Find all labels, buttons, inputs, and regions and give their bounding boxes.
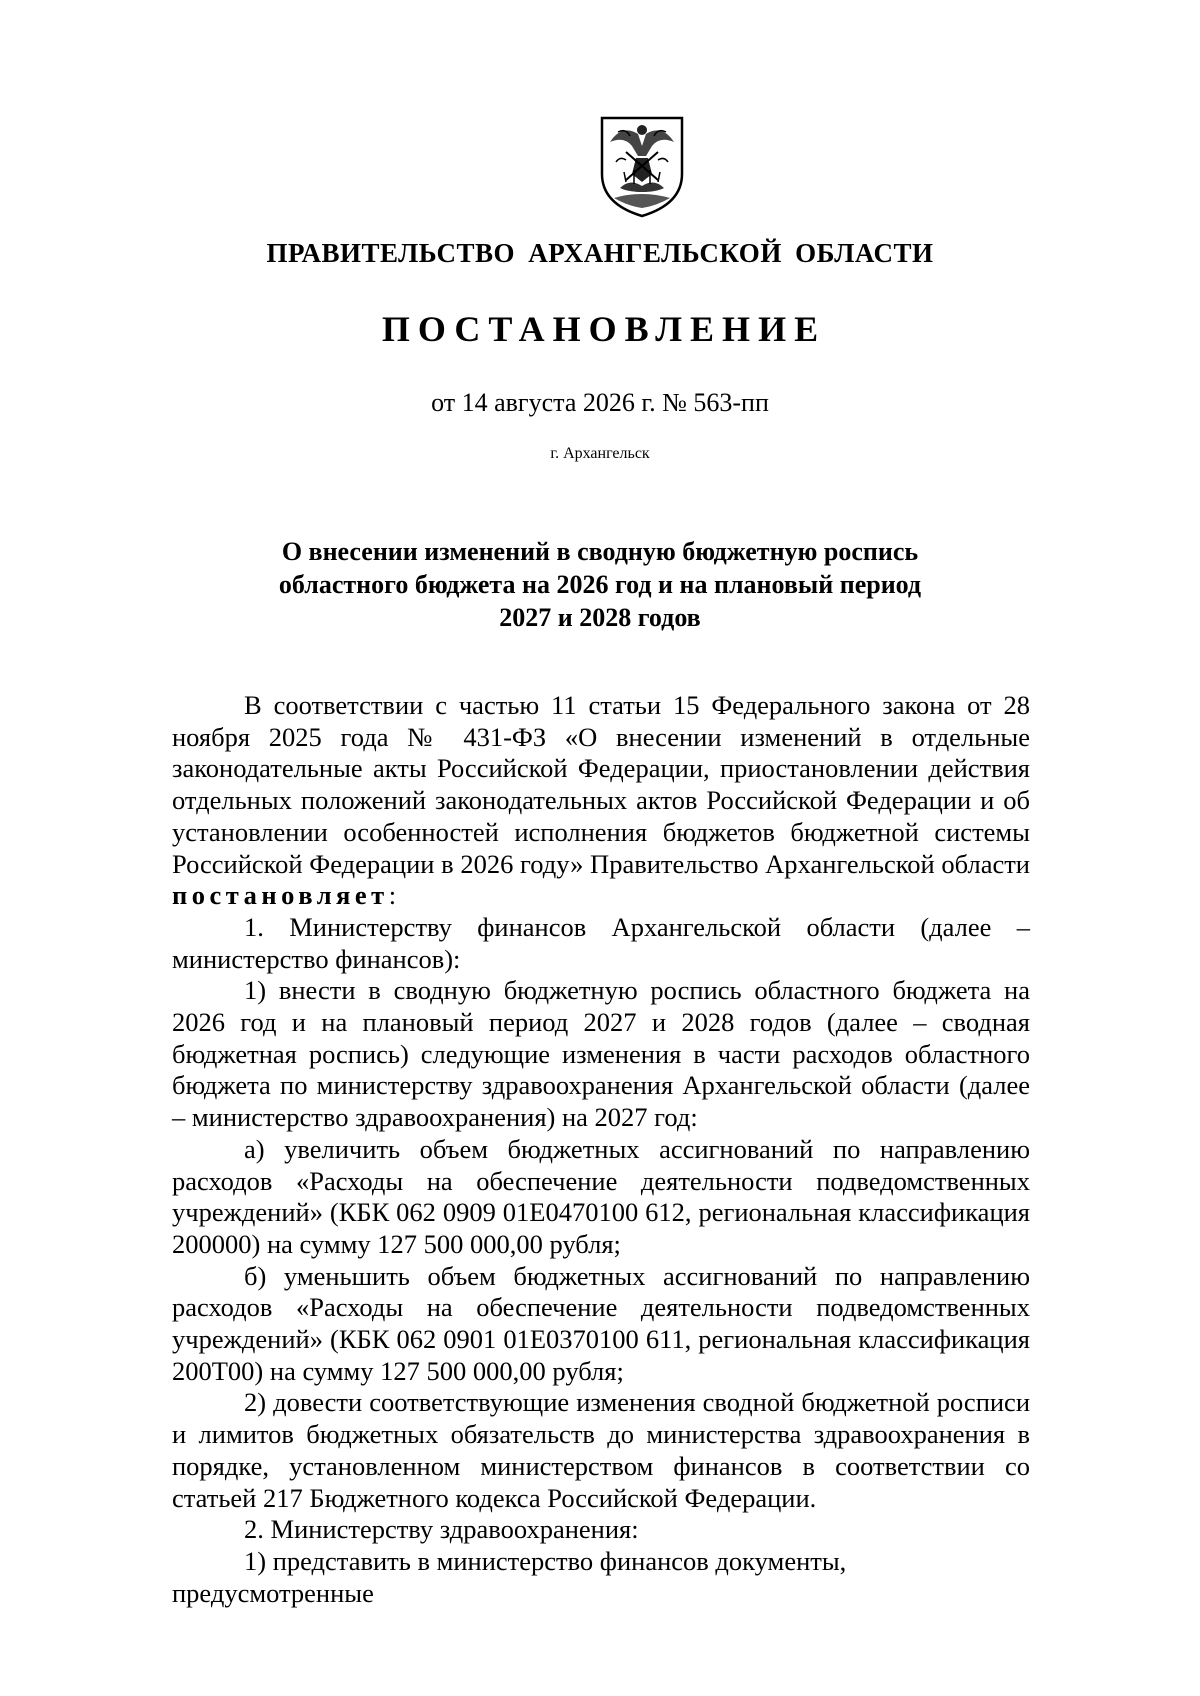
preamble-text: В соответствии с частью 11 статьи 15 Федерального закона от 28 ноября 2025 года № 431-ФЗ «О внесении изменений в отдельные законодательные акты Российской Федерации, приостановлении действия отдельных положений законодательных актов Российской Федерации и об установлении особенностей исполнения бюджетов бюджетной системы Российской Федерации в 2026 году» Правительство Архангельской области xyxy=(172,690,1030,879)
subject-line: областного бюджета на 2026 год и на плановый период xyxy=(278,570,922,599)
coat-of-arms-icon xyxy=(596,112,688,220)
body-paragraph: б) уменьшить объем бюджетных ассигнований по направлению расходов «Расходы на обеспечение деятельности подведомственных учреждений» (КБК 062 0901 01Е0370100 611, региональная классификация 200Т00) на сумму 127 500 000,00 рубля; xyxy=(172,1260,1030,1386)
document-date-number: от 14 августа 2026 г. № 563-пп xyxy=(431,388,769,417)
subject-line: О внесении изменений в сводную бюджетную роспись xyxy=(281,537,919,566)
body-paragraph: 1. Министерству финансов Архангельской области (далее – министерство финансов): xyxy=(172,911,1030,974)
body-paragraph: 2) довести соответствующие изменения сводной бюджетной росписи и лимитов бюджетных обязательств до министерства здравоохранения в порядке, установленном министерством финансов в соответствии со статьей 217 Бюджетного кодекса Российской Федерации. xyxy=(172,1387,1030,1513)
body-paragraph: а) увеличить объем бюджетных ассигнований по направлению расходов «Расходы на обеспечение деятельности подведомственных учреждений» (КБК 062 0909 01Е0470100 612, региональная классификация 200000) на сумму 127 500 000,00 рубля; xyxy=(172,1133,1030,1259)
document-place: г. Архангельск xyxy=(550,445,650,462)
body-paragraph: 2. Министерству здравоохранения: xyxy=(244,1514,639,1545)
decree-word: постановляет xyxy=(172,880,389,911)
preamble-colon: : xyxy=(388,880,397,911)
body-paragraph: 1) представить в министерство финансов документы, предусмотренные xyxy=(172,1545,847,1608)
document-type: ПОСТАНОВЛЕНИЕ xyxy=(381,309,827,349)
government-name: ПРАВИТЕЛЬСТВО АРХАНГЕЛЬСКОЙ ОБЛАСТИ xyxy=(266,238,934,268)
body-paragraph-preamble xyxy=(172,690,1030,912)
body-paragraph: 1) внести в сводную бюджетную роспись областного бюджета на 2026 год и на плановый период 2027 и 2028 годов (далее – сводная бюджетная роспись) следующие изменения в части расходов областного бюджета по министерству здравоохранения Архангельской области (далее – министерство здравоохранения) на 2027 год: xyxy=(172,975,1030,1133)
document-body xyxy=(172,690,1030,1609)
document-subject xyxy=(180,535,1020,634)
subject-line: 2027 и 2028 годов xyxy=(499,603,701,632)
